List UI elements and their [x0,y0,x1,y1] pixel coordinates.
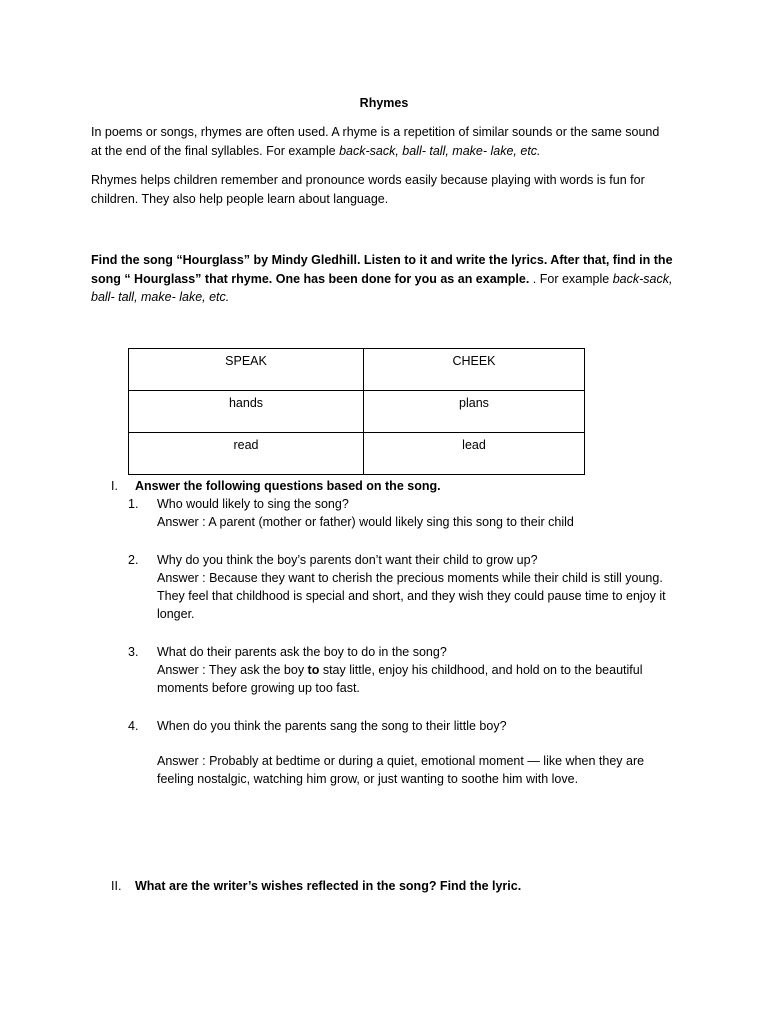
task-paragraph [91,251,681,307]
intro2-paragraph [91,171,681,208]
task-line-2-plain: . For example [529,271,613,286]
page-title: Rhymes [359,96,409,110]
q3-answer-c: stay little, enjoy his childhood, and hold on to the beautiful [319,663,643,677]
q3-answer-line-1 [157,661,643,679]
task-line-3 [91,288,681,307]
task-line-2 [91,270,681,289]
q1-number: 1. [128,497,139,511]
intro2-line-1: Rhymes helps children remember and pronounce words easily because playing with words is fun for [91,173,645,187]
q2-number: 2. [128,553,139,567]
table-cell [129,349,364,391]
q3-question: What do their parents ask the boy to do in the song? [157,645,447,659]
table-cell [129,433,364,475]
cell-text: plans [459,396,489,410]
rhyme-table [128,348,585,475]
section-1-heading: Answer the following questions based on the song. [135,479,441,493]
q4-number: 4. [128,719,139,733]
section-2-numeral: II. [111,879,122,893]
section-1-numeral: I. [111,479,118,493]
task-line-3-italic: ball- tall, make- lake, etc. [91,290,230,304]
q2-answer-line-3: longer. [157,607,195,621]
q3-number: 3. [128,645,139,659]
task-line-2-italic: back-sack, [612,271,673,286]
task-line-1 [91,251,681,270]
task-line-2-bold: song “ Hourglass” that rhyme. One has been done for you as an example. [91,271,530,286]
q3-answer-a: Answer : They ask the boy [157,663,308,677]
intro-line-2-text: at the end of the final syllables. For example [91,143,340,158]
table-row [129,391,585,433]
intro-line-2 [91,142,681,161]
cell-text: lead [462,438,486,452]
q3-answer-line-2: moments before growing up too fast. [157,681,360,695]
table-row [129,349,585,391]
q2-answer-line-2: They feel that childhood is special and short, and they wish they could pause time to enjoy it [157,589,666,603]
intro-examples: back-sack, ball- tall, make- lake, etc. [339,143,541,158]
table-row [129,433,585,475]
task-line-1-text: Find the song “Hourglass” by Mindy Gledhill. Listen to it and write the lyrics. After that, find in the [91,253,673,267]
q4-answer-line-2: feeling nostalgic, watching him grow, or just wanting to soothe him with love. [157,772,579,786]
q4-answer-line-1: Answer : Probably at bedtime or during a quiet, emotional moment — like when they are [157,754,645,768]
section-2-heading: What are the writer’s wishes reflected in the song? Find the lyric. [135,879,522,893]
q4-question: When do you think the parents sang the song to their little boy? [157,719,507,733]
q1-question: Who would likely to sing the song? [157,497,349,511]
cell-text: SPEAK [225,354,267,368]
cell-text: CHEEK [452,354,496,368]
cell-text: hands [228,396,264,410]
intro-line-1: In poems or songs, rhymes are often used. A rhyme is a repetition of similar sounds or the same sound [91,125,660,139]
table-cell [129,391,364,433]
intro-paragraph [91,123,681,160]
q1-answer: Answer : A parent (mother or father) would likely sing this song to their child [157,515,574,529]
cell-text: read [233,438,259,452]
intro2-line-2: children. They also help people learn about language. [91,191,389,206]
q2-question: Why do you think the boy’s parents don’t want their child to grow up? [157,553,538,567]
table-cell [364,349,585,391]
q2-answer-line-1: Answer : Because they want to cherish the precious moments while their child is still young. [157,571,663,585]
q3-answer-b: to [307,663,320,677]
table-cell [364,433,585,475]
table-cell [364,391,585,433]
